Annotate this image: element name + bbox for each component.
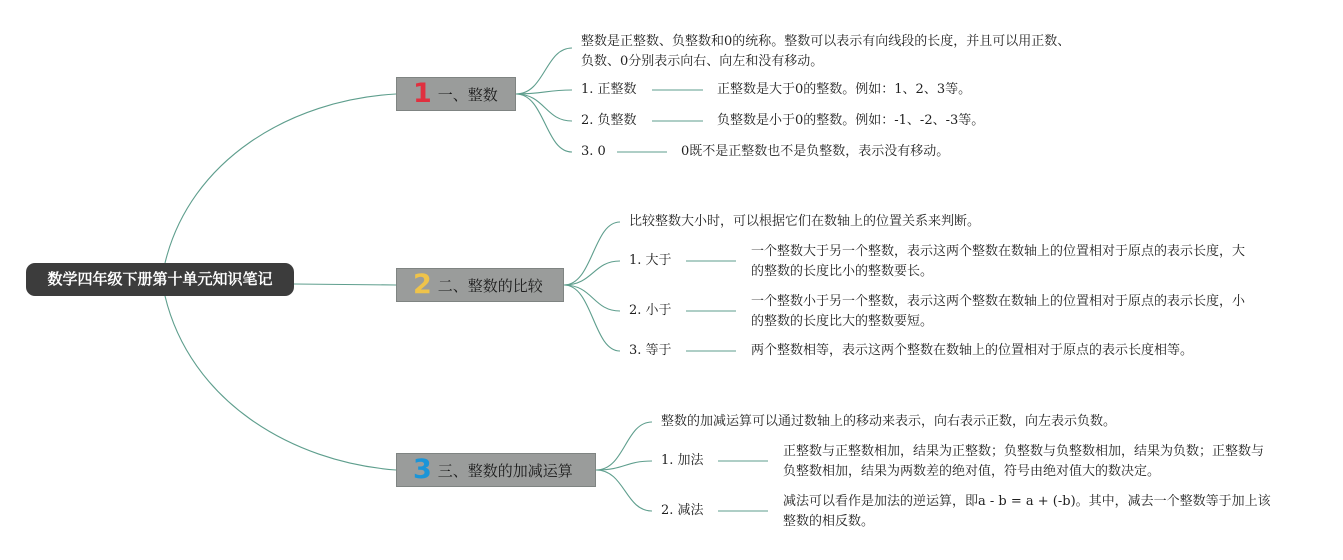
branch-1-item-3-detail: 0既不是正整数也不是负整数，表示没有移动。 bbox=[681, 144, 950, 159]
branch-1-node[interactable] bbox=[396, 77, 516, 111]
branch-3-item-1-detail: 正整数与正整数相加，结果为正整数；负整数与负整数相加，结果为负数；正整数与负整数相加，结果为两数差的绝对值，符号由绝对值大的数决定。 bbox=[783, 444, 1265, 479]
root-node[interactable]: 数学四年级下册第十单元知识笔记 bbox=[26, 263, 294, 296]
branch-2-item-3-detail: 两个整数相等，表示这两个整数在数轴上的位置相对于原点的表示长度相等。 bbox=[751, 343, 1194, 358]
link-root-branch-2 bbox=[294, 284, 396, 285]
branch-1-item-2-label: 2. 负整数 bbox=[581, 113, 637, 128]
number-2-badge: 2 bbox=[413, 269, 432, 300]
link-b3-intro bbox=[596, 422, 652, 470]
branch-1-title: 一、整数 bbox=[437, 85, 498, 104]
branch-1-item-3-label: 3. 0 bbox=[581, 144, 606, 159]
branch-1-intro: 整数是正整数、负整数和0的统称。整数可以表示有向线段的长度，并且可以用正数、负数、0分别表示向右、向左和没有移动。 bbox=[581, 34, 1071, 69]
link-b2-item-3 bbox=[564, 285, 620, 351]
branch-3-item-2-label: 2. 减法 bbox=[661, 503, 704, 518]
branch-1-item-1-label: 1. 正整数 bbox=[581, 82, 637, 97]
branch-2-intro: 比较整数大小时，可以根据它们在数轴上的位置关系来判断。 bbox=[629, 214, 981, 229]
number-1-badge: 1 bbox=[413, 78, 432, 109]
link-root-branch-1 bbox=[165, 94, 396, 263]
branch-2-item-3-label: 3. 等于 bbox=[629, 343, 672, 358]
branch-2-item-1-label: 1. 大于 bbox=[629, 253, 672, 268]
branch-3-intro: 整数的加减运算可以通过数轴上的移动来表示，向右表示正数，向左表示负数。 bbox=[661, 414, 1117, 429]
branch-3-title: 三、整数的加减运算 bbox=[437, 461, 573, 480]
branch-2-item-2-label: 2. 小于 bbox=[629, 303, 672, 318]
branch-1-item-1-detail: 正整数是大于0的整数。例如：1、2、3等。 bbox=[717, 82, 972, 97]
link-b2-item-2 bbox=[564, 285, 620, 311]
branch-3-node[interactable] bbox=[396, 453, 596, 487]
number-3-badge: 3 bbox=[413, 454, 432, 485]
link-b1-item-3 bbox=[516, 94, 572, 152]
branch-3-item-1-label: 1. 加法 bbox=[661, 453, 704, 468]
branch-3-item-2-detail: 减法可以看作是加法的逆运算，即a - b = a + (-b)。其中，减去一个整数等于加上该整数的相反数。 bbox=[783, 494, 1271, 529]
branch-2-title: 二、整数的比较 bbox=[437, 276, 543, 295]
link-b2-intro bbox=[564, 222, 620, 285]
link-b1-item-2 bbox=[516, 94, 572, 121]
link-root-branch-3 bbox=[165, 296, 396, 470]
link-b3-item-2 bbox=[596, 470, 652, 511]
branch-2-item-1-detail: 一个整数大于另一个整数，表示这两个整数在数轴上的位置相对于原点的表示长度，大的整数的长度比小的整数要长。 bbox=[751, 244, 1246, 279]
link-b2-item-1 bbox=[564, 261, 620, 285]
link-b1-intro bbox=[516, 48, 572, 94]
branch-2-item-2-detail: 一个整数小于另一个整数，表示这两个整数在数轴上的位置相对于原点的表示长度，小的整数的长度比大的整数要短。 bbox=[751, 294, 1246, 329]
branch-1-item-2-detail: 负整数是小于0的整数。例如：-1、-2、-3等。 bbox=[717, 113, 985, 128]
branch-2-node[interactable] bbox=[396, 268, 564, 302]
